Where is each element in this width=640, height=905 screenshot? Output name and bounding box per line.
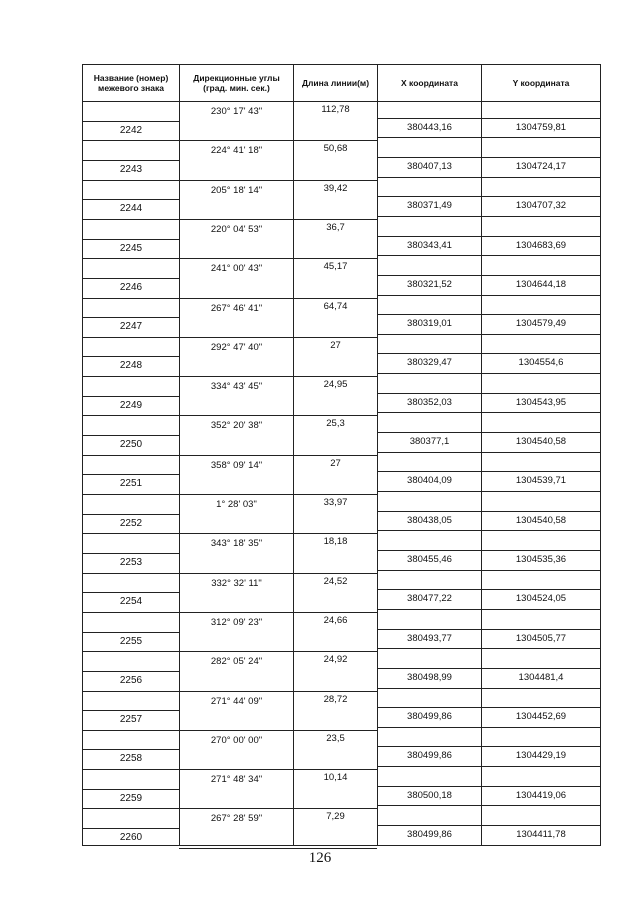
line-length: 10,14 <box>323 772 348 784</box>
row-divider <box>377 471 600 472</box>
y-coordinate: 1304644,18 <box>515 278 567 290</box>
row-divider <box>83 239 179 240</box>
row-divider <box>377 786 600 787</box>
line-length: 23,5 <box>326 732 345 744</box>
line-length: 64,74 <box>323 300 348 312</box>
line-length: 33,97 <box>323 497 348 508</box>
row-divider <box>83 533 179 534</box>
row-divider <box>83 573 179 574</box>
row-divider <box>179 140 377 141</box>
row-divider <box>83 455 179 456</box>
row-divider <box>377 609 600 610</box>
row-divider <box>83 435 179 436</box>
boundary-mark-name: 2244 <box>119 203 143 215</box>
line-length: 24,92 <box>323 654 348 666</box>
boundary-mark-name: 2257 <box>119 714 143 726</box>
row-divider <box>83 494 179 495</box>
line-length: 39,42 <box>323 182 348 194</box>
direction-angle: 205° 18' 14" <box>210 184 263 196</box>
x-coordinate: 380498,99 <box>407 671 452 683</box>
row-divider <box>377 530 600 531</box>
direction-angle: 352° 20' 38" <box>210 420 263 432</box>
header-divider <box>83 101 600 102</box>
header-mark-name: Название (номер) межевого знака <box>93 73 169 93</box>
row-divider <box>377 491 600 492</box>
row-divider <box>83 514 179 515</box>
row-divider <box>377 255 600 256</box>
y-coordinate: 1304707,32 <box>515 200 567 212</box>
row-divider <box>83 121 179 122</box>
line-length: 112,78 <box>321 104 350 115</box>
y-coordinate: 1304505,77 <box>515 632 567 644</box>
row-divider <box>83 632 179 633</box>
column-divider <box>377 65 378 845</box>
row-divider <box>83 828 179 829</box>
y-coordinate: 1304683,69 <box>515 239 567 251</box>
direction-angle: 343° 18' 35" <box>210 538 263 550</box>
row-divider <box>83 710 179 711</box>
x-coordinate: 380404,09 <box>407 475 452 487</box>
y-coordinate: 1304481,4 <box>518 671 564 683</box>
boundary-mark-name: 2258 <box>119 753 143 765</box>
x-coordinate: 380499,86 <box>407 711 452 723</box>
boundary-mark-name: 2253 <box>119 556 143 568</box>
boundary-mark-name: 2249 <box>119 399 143 411</box>
y-coordinate: 1304524,05 <box>515 593 567 605</box>
boundary-mark-name: 2251 <box>119 478 143 490</box>
y-coordinate: 1304579,49 <box>515 318 567 330</box>
row-divider <box>179 651 377 652</box>
row-divider <box>179 298 377 299</box>
y-coordinate: 1304539,71 <box>515 475 567 487</box>
line-length: 45,17 <box>323 261 348 273</box>
row-divider <box>83 396 179 397</box>
row-divider <box>83 415 179 416</box>
direction-angle: 282° 05' 24" <box>210 656 263 668</box>
row-divider <box>179 612 377 613</box>
y-coordinate: 1304540,58 <box>515 514 567 526</box>
y-coordinate: 1304759,81 <box>515 121 567 133</box>
direction-angle: 271° 48' 34" <box>210 774 263 786</box>
x-coordinate: 380499,86 <box>407 750 452 762</box>
row-divider <box>179 691 377 692</box>
row-divider <box>179 455 377 456</box>
row-divider <box>179 769 377 770</box>
row-divider <box>377 334 600 335</box>
direction-angle: 230° 17' 43" <box>210 106 263 117</box>
y-coordinate: 1304554,6 <box>518 357 564 369</box>
row-divider <box>377 275 600 276</box>
direction-angle: 334° 43' 45" <box>210 381 263 393</box>
boundary-mark-name: 2255 <box>119 635 143 647</box>
row-divider <box>83 671 179 672</box>
row-divider <box>377 137 600 138</box>
row-divider <box>377 196 600 197</box>
row-divider <box>83 651 179 652</box>
row-divider <box>179 258 377 259</box>
row-divider <box>179 573 377 574</box>
row-divider <box>83 199 179 200</box>
row-divider <box>179 180 377 181</box>
boundary-mark-name: 2247 <box>119 321 143 333</box>
direction-angle: 358° 09' 14" <box>210 459 263 471</box>
boundary-mark-name: 2254 <box>119 596 143 608</box>
row-divider <box>377 452 600 453</box>
y-coordinate: 1304535,36 <box>515 553 567 565</box>
direction-angle: 292° 47' 40" <box>210 341 263 353</box>
row-divider <box>377 412 600 413</box>
row-divider <box>377 216 600 217</box>
header-x-coordinate: X координата <box>401 78 458 88</box>
row-divider <box>377 727 600 728</box>
row-divider <box>179 219 377 220</box>
row-divider <box>83 592 179 593</box>
row-divider <box>377 648 600 649</box>
row-divider <box>179 337 377 338</box>
direction-angle: 224° 41' 18" <box>210 145 263 157</box>
row-divider <box>83 730 179 731</box>
direction-angle: 312° 09' 23" <box>210 616 263 628</box>
boundary-mark-name: 2256 <box>119 674 143 686</box>
row-divider <box>83 749 179 750</box>
page-number: 126 <box>308 850 332 866</box>
row-divider <box>179 376 377 377</box>
row-divider <box>377 629 600 630</box>
row-divider <box>179 494 377 495</box>
line-length: 27 <box>330 457 341 469</box>
x-coordinate: 380321,52 <box>407 278 452 290</box>
row-divider <box>377 570 600 571</box>
boundary-mark-name: 2248 <box>119 360 143 372</box>
row-divider <box>83 808 179 809</box>
row-divider <box>83 160 179 161</box>
y-coordinate: 1304540,58 <box>515 436 567 448</box>
boundary-mark-name: 2246 <box>119 281 143 293</box>
y-coordinate: 1304452,69 <box>515 711 567 723</box>
boundary-mark-name: 2252 <box>119 517 143 529</box>
column-divider <box>481 65 482 845</box>
boundary-mark-name: 2250 <box>119 439 143 451</box>
x-coordinate: 380500,18 <box>407 789 452 801</box>
direction-angle: 332° 32' 11" <box>211 577 262 589</box>
direction-angle: 267° 46' 41" <box>210 302 263 314</box>
y-coordinate: 1304429,19 <box>515 750 567 762</box>
line-length: 24,95 <box>323 379 348 391</box>
row-divider <box>377 353 600 354</box>
boundary-marks-table <box>82 64 601 846</box>
row-divider <box>179 808 377 809</box>
line-length: 28,72 <box>323 693 348 705</box>
x-coordinate: 380329,47 <box>407 357 452 369</box>
row-divider <box>83 769 179 770</box>
row-divider <box>83 140 179 141</box>
boundary-mark-name: 2260 <box>119 832 143 844</box>
row-divider <box>83 258 179 259</box>
row-divider <box>83 219 179 220</box>
row-divider <box>179 533 377 534</box>
line-length: 25,3 <box>326 418 345 430</box>
boundary-mark-name: 2245 <box>119 242 143 254</box>
line-length: 24,52 <box>323 575 348 587</box>
row-divider <box>83 317 179 318</box>
x-coordinate: 380343,41 <box>407 239 452 251</box>
row-divider <box>83 298 179 299</box>
boundary-mark-name: 2259 <box>119 792 143 804</box>
row-divider <box>377 157 600 158</box>
line-length: 27 <box>330 339 341 351</box>
line-length: 36,7 <box>326 221 345 233</box>
row-divider <box>377 707 600 708</box>
row-divider <box>377 432 600 433</box>
row-divider <box>83 612 179 613</box>
row-divider <box>83 278 179 279</box>
boundary-mark-name: 2242 <box>119 124 143 136</box>
x-coordinate: 380319,01 <box>407 318 452 330</box>
line-length: 50,68 <box>323 143 348 155</box>
row-divider <box>377 118 600 119</box>
row-divider <box>83 356 179 357</box>
line-length: 18,18 <box>323 536 348 548</box>
x-coordinate: 380477,22 <box>407 593 452 605</box>
x-coordinate: 380407,13 <box>407 160 452 172</box>
line-length: 7,29 <box>326 811 345 823</box>
row-divider <box>179 848 377 849</box>
row-divider <box>377 766 600 767</box>
row-divider <box>377 177 600 178</box>
row-divider <box>83 553 179 554</box>
x-coordinate: 380371,49 <box>407 200 452 212</box>
x-coordinate: 380443,16 <box>407 121 452 133</box>
y-coordinate: 1304411,78 <box>516 829 566 841</box>
row-divider <box>377 746 600 747</box>
x-coordinate: 380499,86 <box>407 829 452 841</box>
y-coordinate: 1304543,95 <box>515 396 567 408</box>
row-divider <box>179 415 377 416</box>
row-divider <box>377 550 600 551</box>
direction-angle: 271° 44' 09" <box>210 695 263 707</box>
row-divider <box>377 511 600 512</box>
x-coordinate: 380493,77 <box>407 632 452 644</box>
y-coordinate: 1304724,17 <box>515 160 567 172</box>
x-coordinate: 380377,1 <box>409 436 450 448</box>
header-line-length: Длина линии(м) <box>301 78 370 88</box>
y-coordinate: 1304419,06 <box>515 789 567 801</box>
row-divider <box>83 691 179 692</box>
row-divider <box>377 668 600 669</box>
row-divider <box>377 295 600 296</box>
row-divider <box>83 376 179 377</box>
row-divider <box>377 236 600 237</box>
direction-angle: 267° 28' 59" <box>210 813 263 825</box>
direction-angle: 241° 00' 43" <box>210 263 263 275</box>
direction-angle: 220° 04' 53" <box>210 223 263 235</box>
x-coordinate: 380438,05 <box>407 514 452 526</box>
boundary-mark-name: 2243 <box>119 163 143 175</box>
row-divider <box>377 688 600 689</box>
row-divider <box>179 730 377 731</box>
row-divider <box>83 337 179 338</box>
direction-angle: 1° 28' 03" <box>216 499 257 510</box>
row-divider <box>377 393 600 394</box>
row-divider <box>377 373 600 374</box>
x-coordinate: 380455,46 <box>407 553 452 565</box>
row-divider <box>83 474 179 475</box>
direction-angle: 270° 00' 00" <box>210 734 263 746</box>
row-divider <box>377 314 600 315</box>
line-length: 24,66 <box>323 614 348 626</box>
row-divider <box>83 180 179 181</box>
header-direction-angle: Дирекционные углы (град. мин. сек.) <box>193 73 280 93</box>
row-divider <box>377 805 600 806</box>
row-divider <box>377 589 600 590</box>
header-y-coordinate: Y координата <box>512 78 570 88</box>
row-divider <box>83 789 179 790</box>
x-coordinate: 380352,03 <box>407 396 452 408</box>
row-divider <box>377 825 600 826</box>
